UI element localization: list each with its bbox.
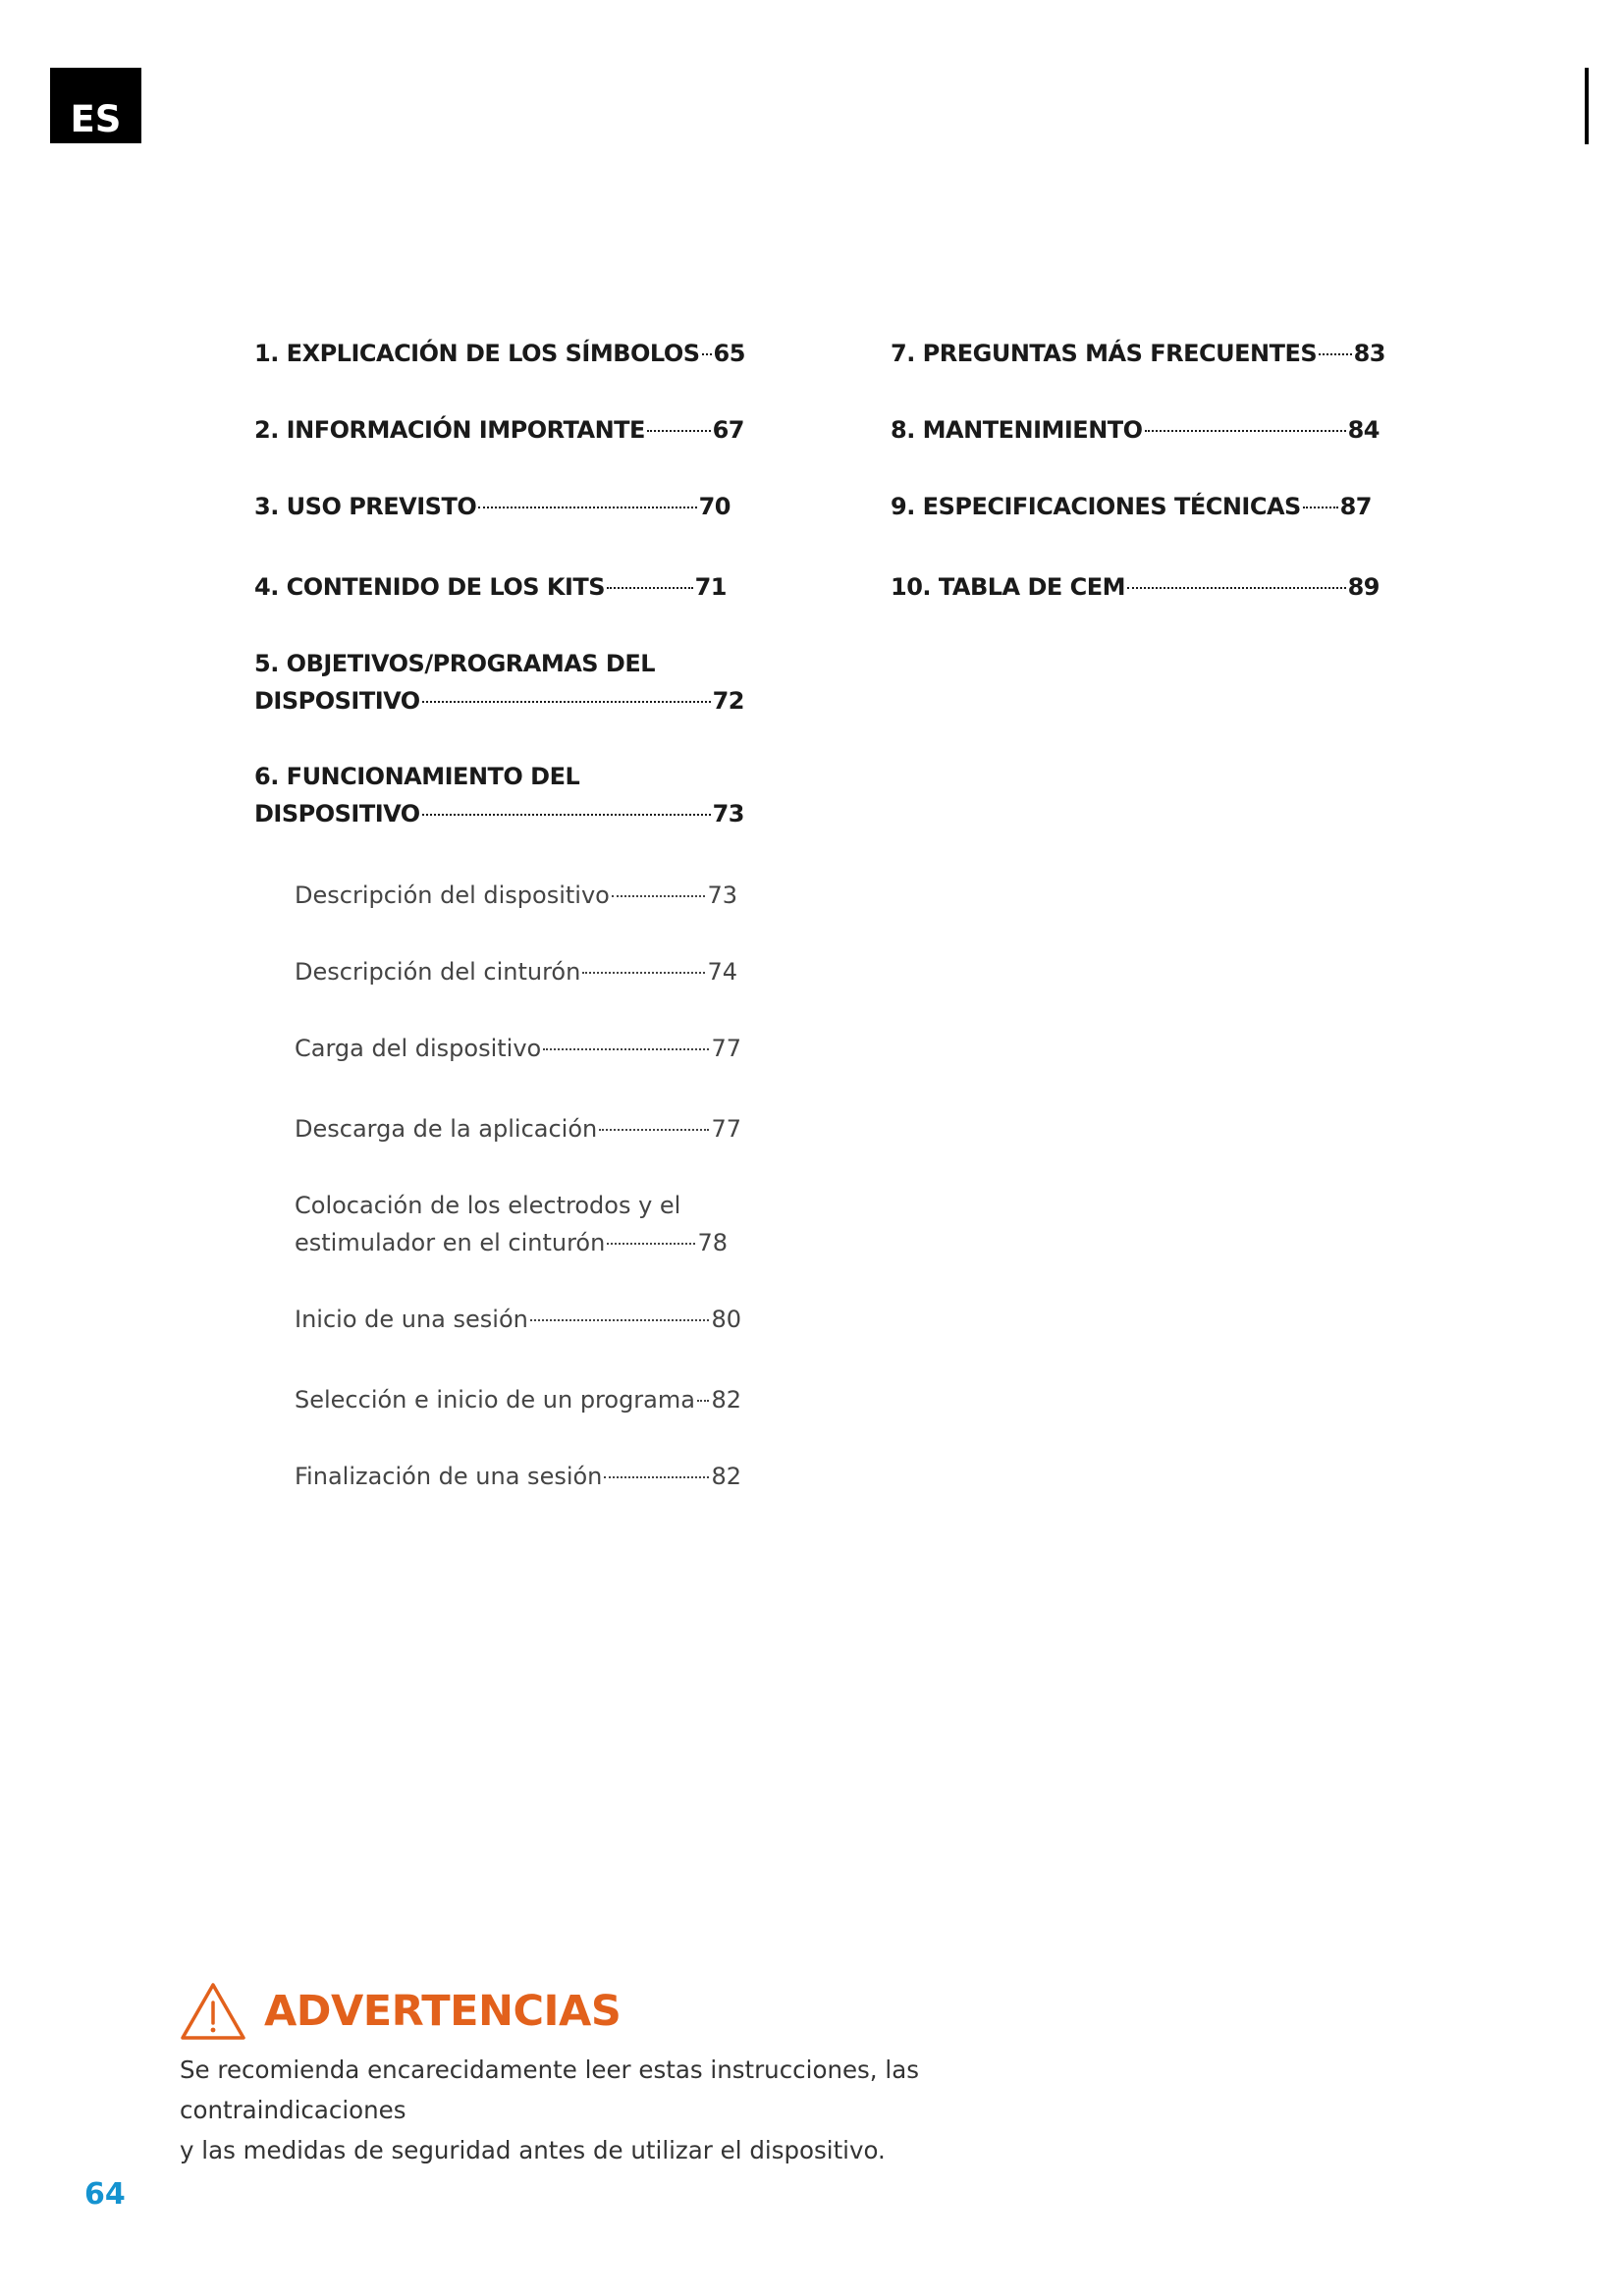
dot-leader — [612, 895, 706, 897]
toc-entry-page: 65 — [713, 340, 745, 367]
toc-sub-program-selection[interactable] — [295, 1381, 741, 1418]
toc-entry-page: 73 — [712, 800, 744, 828]
toc-sub-page: 77 — [711, 1115, 741, 1143]
toc-sub-title: Finalización de una sesión — [295, 1463, 603, 1490]
toc-sub-electrode-placement[interactable] — [295, 1187, 728, 1261]
toc-entry-symbols[interactable] — [254, 335, 744, 372]
warning-text-line2: y las medidas de seguridad antes de utilizar el dispositivo. — [180, 2136, 886, 2164]
toc-sub-session-end[interactable] — [295, 1458, 741, 1495]
dot-leader — [530, 1319, 710, 1321]
warning-text — [180, 2050, 1142, 2170]
toc-sub-title-line2: estimulador en el cinturón — [295, 1229, 606, 1256]
warning-header — [180, 1981, 1142, 2042]
toc-sub-title: Descarga de la aplicación — [295, 1115, 598, 1143]
warning-triangle-icon — [180, 1981, 246, 2042]
toc-entry-title: 1. EXPLICACIÓN DE LOS SÍMBOLOS — [254, 340, 700, 367]
dot-leader — [543, 1048, 709, 1050]
dot-leader — [1303, 507, 1338, 508]
toc-sub-device-description[interactable] — [295, 877, 737, 914]
toc-sub-session-start[interactable] — [295, 1301, 741, 1338]
dot-leader — [422, 814, 711, 816]
toc-sub-title: Selección e inicio de un programa — [295, 1386, 695, 1414]
toc-entry-intended-use[interactable] — [254, 488, 731, 525]
toc-sub-app-download[interactable] — [295, 1110, 741, 1148]
toc-entry-title-line2: DISPOSITIVO — [254, 687, 420, 715]
dot-leader — [702, 353, 712, 355]
toc-entry-page: 83 — [1353, 340, 1385, 367]
toc-entry-page: 72 — [712, 687, 744, 715]
toc-entry-specifications[interactable] — [891, 488, 1372, 525]
toc-entry-emc-table[interactable] — [891, 568, 1380, 606]
dot-leader — [599, 1129, 709, 1131]
toc-entry-important-info[interactable] — [254, 411, 744, 449]
toc-entry-kit-contents[interactable] — [254, 568, 727, 606]
toc-entry-maintenance[interactable] — [891, 411, 1380, 449]
toc-entry-programs[interactable] — [254, 645, 744, 720]
dot-leader — [1145, 430, 1346, 432]
toc-sub-page: 80 — [711, 1306, 741, 1333]
toc-entry-title-line2: DISPOSITIVO — [254, 800, 420, 828]
toc-sub-page: 74 — [707, 958, 737, 986]
toc-entry-page: 70 — [698, 493, 731, 520]
toc-entry-title: 9. ESPECIFICACIONES TÉCNICAS — [891, 493, 1301, 520]
dot-leader — [604, 1476, 709, 1478]
dot-leader — [697, 1400, 709, 1402]
dot-leader — [478, 507, 696, 508]
warning-section — [180, 1981, 1142, 2170]
toc-sub-page: 78 — [697, 1229, 728, 1256]
toc-sub-page: 77 — [711, 1035, 741, 1062]
page-edge-marker — [1585, 68, 1589, 144]
dot-leader — [607, 1243, 695, 1245]
dot-leader — [647, 430, 711, 432]
warning-text-line1: Se recomienda encarecidamente leer estas instrucciones, las contraindicaciones — [180, 2056, 919, 2124]
toc-entry-title-line1: 6. FUNCIONAMIENTO DEL — [254, 763, 580, 790]
toc-entry-page: 71 — [694, 573, 727, 601]
dot-leader — [607, 587, 693, 589]
toc-sub-title: Descripción del dispositivo — [295, 881, 610, 909]
dot-leader — [422, 701, 711, 703]
dot-leader — [1319, 353, 1351, 355]
toc-entry-page: 89 — [1347, 573, 1380, 601]
toc-sub-charging[interactable] — [295, 1030, 741, 1067]
page-number: 64 — [84, 2177, 126, 2212]
toc-entry-page: 67 — [712, 416, 744, 444]
toc-sub-page: 82 — [711, 1463, 741, 1490]
toc-entry-title: 8. MANTENIMIENTO — [891, 416, 1143, 444]
toc-sub-title-line1: Colocación de los electrodos y el — [295, 1192, 681, 1219]
toc-sub-page: 82 — [711, 1386, 741, 1414]
toc-entry-title: 3. USO PREVISTO — [254, 493, 477, 520]
dot-leader — [1127, 587, 1346, 589]
dot-leader — [582, 972, 705, 974]
toc-sub-title: Descripción del cinturón — [295, 958, 581, 986]
toc-sub-title: Carga del dispositivo — [295, 1035, 542, 1062]
toc-entry-title: 7. PREGUNTAS MÁS FRECUENTES — [891, 340, 1318, 367]
toc-sub-title: Inicio de una sesión — [295, 1306, 528, 1333]
toc-sub-belt-description[interactable] — [295, 953, 737, 990]
toc-entry-operation[interactable] — [254, 758, 744, 832]
toc-entry-faq[interactable] — [891, 335, 1385, 372]
toc-entry-page: 87 — [1339, 493, 1372, 520]
toc-entry-title-line1: 5. OBJETIVOS/PROGRAMAS DEL — [254, 650, 656, 677]
language-badge: ES — [50, 68, 141, 143]
toc-sub-page: 73 — [707, 881, 737, 909]
toc-entry-title: 2. INFORMACIÓN IMPORTANTE — [254, 416, 645, 444]
toc-entry-title: 10. TABLA DE CEM — [891, 573, 1126, 601]
toc-entry-page: 84 — [1347, 416, 1380, 444]
warning-title: ADVERTENCIAS — [264, 1987, 622, 2036]
toc-entry-title: 4. CONTENIDO DE LOS KITS — [254, 573, 606, 601]
